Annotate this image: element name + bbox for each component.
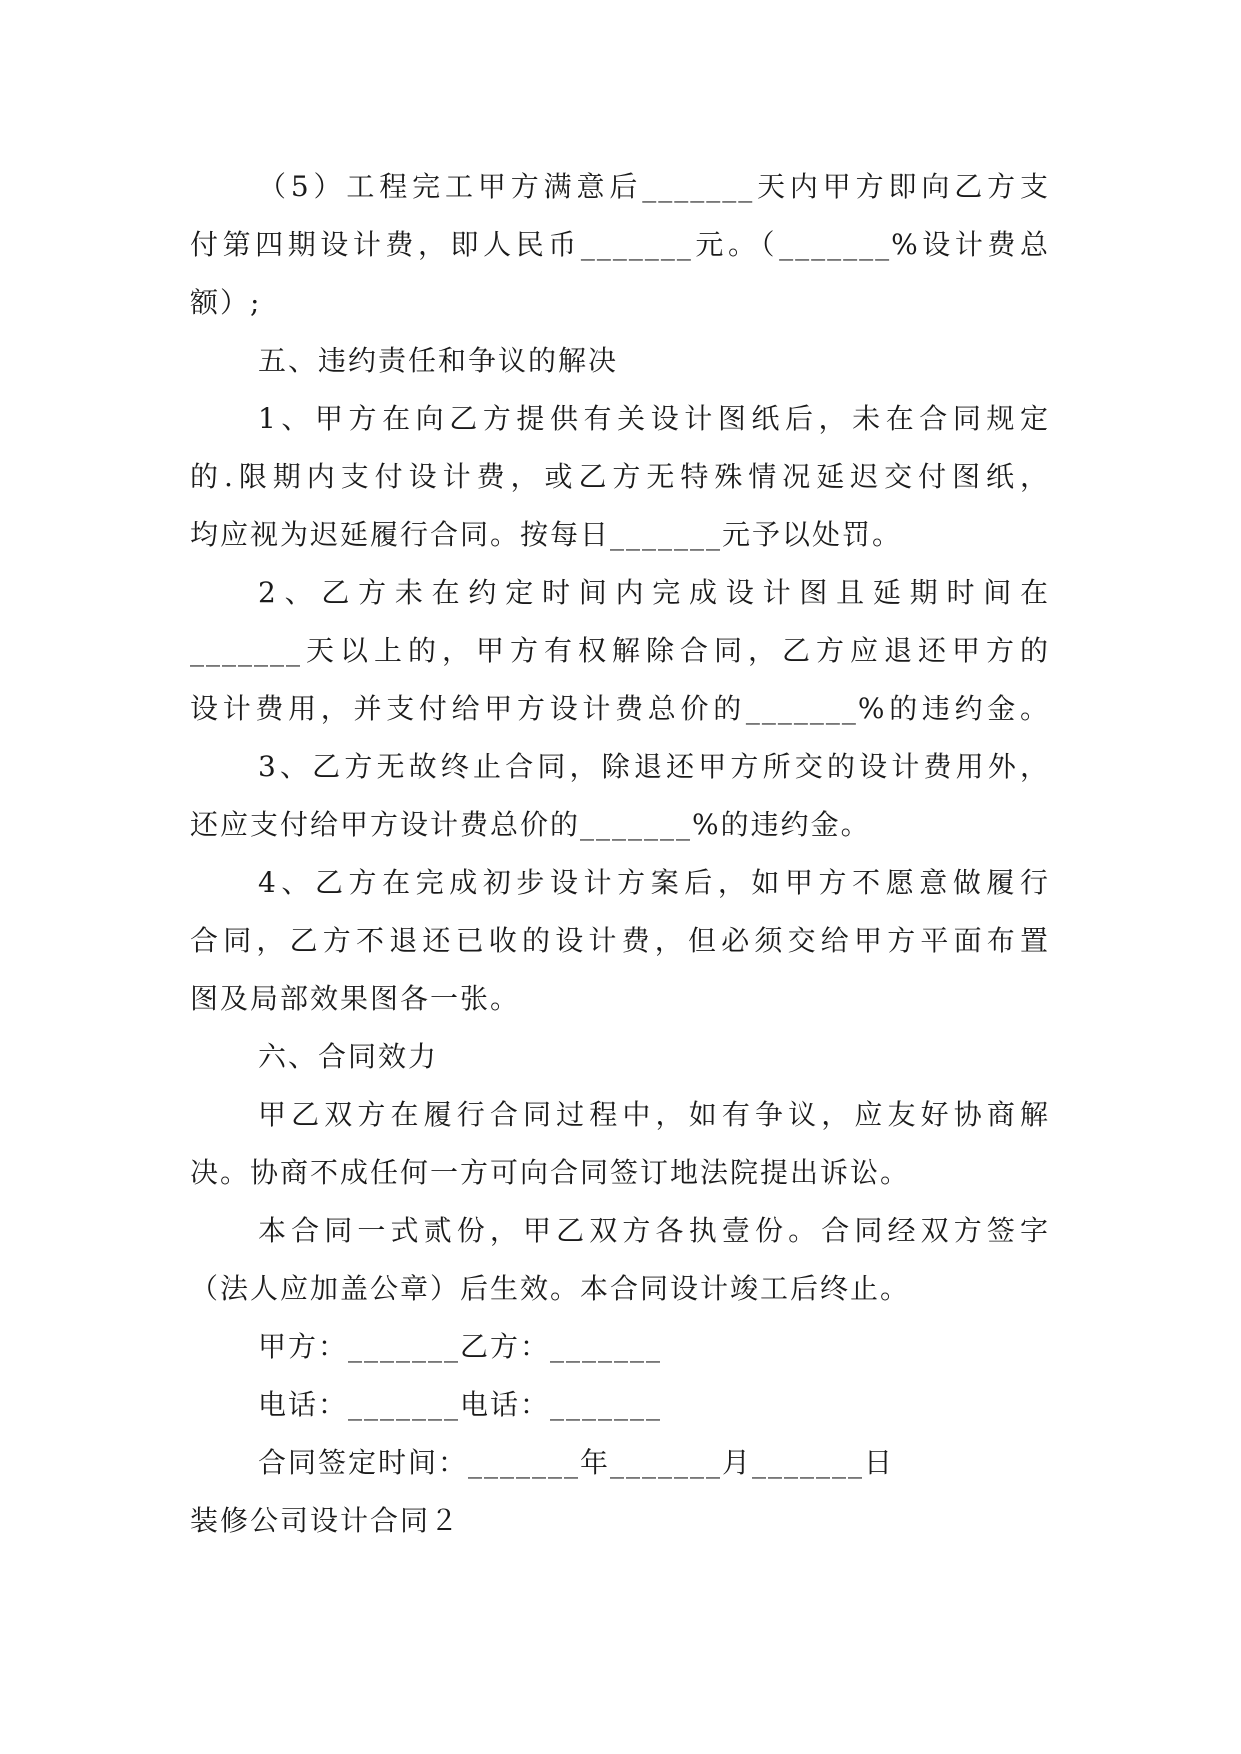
paragraph-line: （法人应加盖公章）后生效。本合同设计竣工后终止。 <box>190 1272 911 1305</box>
paragraph-line: 付第四期设计费，即人民币_______元。（_______%设计费总 <box>190 228 1050 261</box>
paragraph-line: 设计费用，并支付给甲方设计费总价的_______%的违约金。 <box>190 692 1050 725</box>
paragraph-line: 1、甲方在向乙方提供有关设计图纸后，未在合同规定 <box>258 402 1050 435</box>
paragraph-line: 的.限期内支付设计费，或乙方无特殊情况延迟交付图纸， <box>190 460 1050 493</box>
paragraph-line: 决。协商不成任何一方可向合同签订地法院提出诉讼。 <box>190 1156 911 1189</box>
paragraph-line: 2、乙方未在约定时间内完成设计图且延期时间在 <box>258 576 1050 609</box>
paragraph-line: 还应支付给甲方设计费总价的_______%的违约金。 <box>190 808 871 841</box>
section-heading: 五、违约责任和争议的解决 <box>258 344 619 377</box>
signature-phone-line: 电话：_______电话：_______ <box>258 1388 663 1421</box>
paragraph-line: 合同，乙方不退还已收的设计费，但必须交给甲方平面布置 <box>190 924 1050 957</box>
paragraph-line: 图及局部效果图各一张。 <box>190 982 521 1015</box>
paragraph-line: 4、乙方在完成初步设计方案后，如甲方不愿意做履行 <box>258 866 1050 899</box>
paragraph-line: 均应视为迟延履行合同。按每日_______元予以处罚。 <box>190 518 903 551</box>
paragraph-line: _______天以上的，甲方有权解除合同，乙方应退还甲方的 <box>190 634 1050 667</box>
signature-parties-line: 甲方：_______乙方：_______ <box>258 1330 663 1363</box>
paragraph-line: （5）工程完工甲方满意后_______天内甲方即向乙方支 <box>258 170 1050 203</box>
paragraph-line: 甲乙双方在履行合同过程中，如有争议，应友好协商解 <box>258 1098 1050 1131</box>
paragraph-line: 3、乙方无故终止合同，除退还甲方所交的设计费用外， <box>258 750 1050 783</box>
document-title: 装修公司设计合同２ <box>190 1504 461 1537</box>
paragraph-line: 额）; <box>190 286 262 319</box>
signature-date-line: 合同签定时间：_______年_______月_______日 <box>258 1446 895 1479</box>
paragraph-line: 本合同一式贰份，甲乙双方各执壹份。合同经双方签字 <box>258 1214 1050 1247</box>
section-heading: 六、合同效力 <box>258 1040 439 1073</box>
